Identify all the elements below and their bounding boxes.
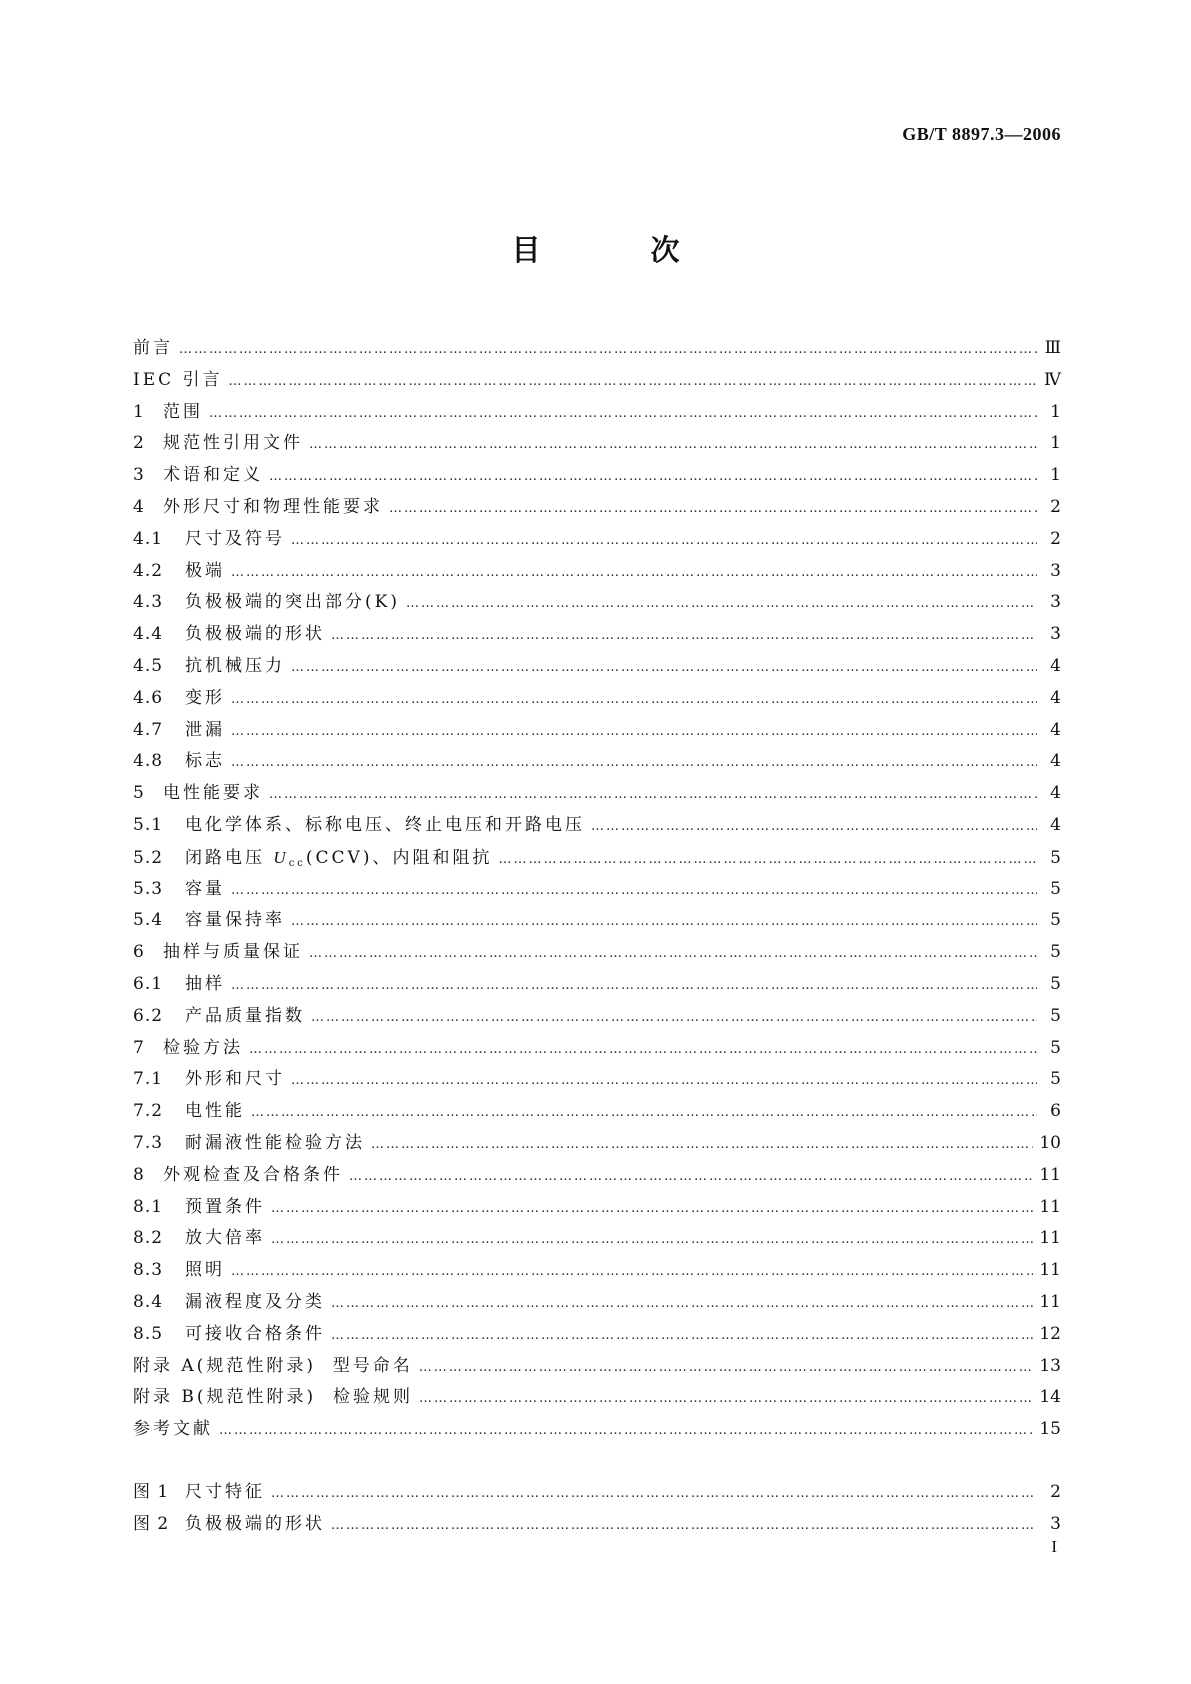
toc-entry-foreword[interactable]	[133, 333, 1061, 365]
toc-entry-page: 11	[1039, 1164, 1061, 1185]
toc-entry-page: 11	[1039, 1291, 1061, 1312]
toc-entry-page: 15	[1039, 1419, 1061, 1440]
dot-leader	[291, 525, 1037, 557]
dot-leader	[231, 875, 1037, 907]
toc-entry-iec-introduction[interactable]	[133, 365, 1061, 397]
dot-leader	[291, 1065, 1037, 1097]
toc-entry-2[interactable]	[133, 428, 1061, 460]
toc-entry-page: 1	[1050, 465, 1061, 486]
toc-entry-number: 6.1	[133, 973, 164, 994]
table-of-contents	[133, 333, 1061, 1446]
toc-entry-title: 产品质量指数	[185, 1005, 305, 1026]
dot-leader	[311, 1002, 1037, 1034]
dot-leader	[591, 811, 1037, 843]
toc-entry-title: 外形和尺寸	[185, 1069, 285, 1090]
figure-entry-number: 图 1	[133, 1482, 170, 1502]
dot-leader	[249, 1034, 1037, 1066]
dot-leader	[231, 1256, 1033, 1288]
toc-entry-title: 放大倍率	[185, 1228, 265, 1249]
toc-entry-title: 附录 A(规范性附录) 型号命名	[133, 1355, 413, 1376]
toc-entry-page: 5	[1050, 910, 1061, 931]
dot-leader	[389, 493, 1037, 525]
toc-entry-number: 3	[133, 465, 145, 486]
page-title: 目 次	[511, 233, 730, 267]
toc-entry-page: 1	[1050, 401, 1061, 422]
toc-entry-title: 范围	[163, 401, 203, 422]
toc-entry-number: 8.3	[133, 1260, 164, 1281]
toc-entry-page: 1	[1050, 433, 1061, 454]
toc-entry-8[interactable]	[133, 1160, 1061, 1192]
toc-entry-8-3[interactable]	[133, 1255, 1061, 1287]
toc-entry-title: 规范性引用文件	[163, 433, 303, 454]
toc-entry-page: 3	[1050, 624, 1061, 645]
toc-entry-page: 2	[1050, 528, 1061, 549]
toc-entry-title: 抽样	[185, 973, 225, 994]
page-folio: I	[1051, 1537, 1057, 1556]
toc-entry-6[interactable]	[133, 937, 1061, 969]
dot-leader	[219, 1415, 1033, 1447]
toc-entry-title: 电化学体系、标称电压、终止电压和开路电压	[185, 814, 585, 835]
toc-entry-4-8[interactable]	[133, 746, 1061, 778]
toc-entry-page: 4	[1050, 783, 1061, 804]
dot-leader	[349, 1161, 1033, 1193]
toc-entry-number: 5.3	[133, 878, 164, 899]
toc-entry-number: 2	[133, 433, 145, 454]
toc-entry-7-1[interactable]	[133, 1064, 1061, 1096]
dot-leader	[269, 461, 1037, 493]
dot-leader	[331, 1288, 1033, 1320]
voltage-symbol: U	[273, 847, 289, 867]
toc-entry-title: 外观检查及合格条件	[163, 1164, 343, 1185]
toc-entry-number: 5.2	[133, 847, 164, 868]
figure-entry-page: 2	[1050, 1482, 1061, 1502]
toc-entry-4[interactable]	[133, 492, 1061, 524]
title-suffix: (CCV)、内阻和阻抗	[305, 847, 493, 868]
toc-entry-number: 8.2	[133, 1228, 164, 1249]
toc-entry-number: 6.2	[133, 1005, 164, 1026]
toc-entry-page: 2	[1050, 496, 1061, 517]
dot-leader	[271, 1478, 1037, 1510]
dot-leader	[291, 906, 1037, 938]
toc-entry-page: 11	[1039, 1196, 1061, 1217]
toc-entry-4-7[interactable]	[133, 715, 1061, 747]
toc-entry-title: 可接收合格条件	[185, 1323, 325, 1344]
toc-entry-number: 5.1	[133, 814, 164, 835]
toc-entry-4-4[interactable]	[133, 619, 1061, 651]
figure-entry-title: 负极极端的形状	[185, 1513, 325, 1534]
dot-leader	[231, 716, 1037, 748]
dot-leader	[231, 557, 1037, 589]
toc-entry-title: 泄漏	[185, 719, 225, 740]
toc-entry-8-4[interactable]	[133, 1287, 1061, 1319]
toc-entry-page: 14	[1039, 1387, 1061, 1408]
toc-entry-8-5[interactable]	[133, 1319, 1061, 1351]
toc-entry-page: 11	[1039, 1260, 1061, 1281]
toc-entry-5-4[interactable]	[133, 905, 1061, 937]
dot-leader	[291, 652, 1037, 684]
toc-entry-title: 耐漏液性能检验方法	[185, 1132, 365, 1153]
dot-leader	[309, 429, 1037, 461]
toc-entry-number: 5	[133, 783, 145, 804]
title-prefix: 闭路电压	[185, 847, 274, 868]
toc-entry-6-1[interactable]	[133, 969, 1061, 1001]
toc-entry-number: 4	[133, 496, 145, 517]
toc-entry-page: 4	[1050, 655, 1061, 676]
toc-entry-title: 外形尺寸和物理性能要求	[163, 496, 383, 517]
toc-entry-title: 标志	[185, 751, 225, 772]
toc-entry-page: Ⅲ	[1044, 338, 1061, 358]
toc-entry-page: 5	[1050, 878, 1061, 899]
toc-entry-title: 尺寸及符号	[185, 528, 285, 549]
toc-entry-number: 4.5	[133, 655, 164, 676]
toc-entry-title: 极端	[185, 560, 225, 581]
toc-entry-5-3[interactable]	[133, 874, 1061, 906]
dot-leader	[231, 747, 1037, 779]
dot-leader	[271, 1224, 1033, 1256]
dot-leader	[498, 844, 1037, 876]
toc-entry-title: 照明	[185, 1260, 225, 1281]
toc-entry-title: 抗机械压力	[185, 655, 285, 676]
toc-entry-page: 5	[1050, 973, 1061, 994]
toc-entry-number: 8	[133, 1164, 145, 1185]
toc-entry-title: 漏液程度及分类	[185, 1291, 325, 1312]
dot-leader	[371, 1129, 1033, 1161]
toc-entry-title: 电性能	[185, 1101, 245, 1122]
toc-entry-page: 4	[1050, 719, 1061, 740]
toc-entry-page: 5	[1050, 942, 1061, 963]
toc-entry-number: 4.3	[133, 592, 164, 613]
toc-entry-page: 5	[1050, 1005, 1061, 1026]
voltage-subscript: cc	[288, 857, 306, 869]
toc-entry-8-2[interactable]	[133, 1223, 1061, 1255]
toc-entry-5[interactable]	[133, 778, 1061, 810]
toc-entry-page: 5	[1050, 847, 1061, 868]
dot-leader	[209, 398, 1037, 430]
toc-entry-4-1[interactable]	[133, 524, 1061, 556]
dot-leader	[406, 588, 1037, 620]
toc-entry-number: 7.2	[133, 1101, 164, 1122]
toc-entry-page: 13	[1039, 1355, 1061, 1376]
toc-entry-number: 7	[133, 1037, 145, 1058]
toc-entry-title: 参考文献	[133, 1419, 213, 1440]
toc-entry-title: 负极极端的形状	[185, 624, 325, 645]
toc-entry-5-1[interactable]	[133, 810, 1061, 842]
dot-leader	[251, 1097, 1037, 1129]
toc-entry-number: 5.4	[133, 910, 164, 931]
toc-entry-7-3[interactable]	[133, 1128, 1061, 1160]
dot-leader	[179, 334, 1037, 366]
toc-entry-page: 10	[1039, 1132, 1061, 1153]
toc-entry-title: 预置条件	[185, 1196, 265, 1217]
toc-entry-number: 8.1	[133, 1196, 164, 1217]
figure-entry-page: 3	[1050, 1513, 1061, 1534]
dot-leader	[309, 938, 1037, 970]
standard-code: GB/T 8897.3—2006	[902, 124, 1061, 144]
toc-entry-title: 负极极端的突出部分(K)	[185, 592, 400, 613]
toc-entry-page: 6	[1050, 1101, 1061, 1122]
dot-leader	[269, 779, 1037, 811]
toc-entry-number: 4.4	[133, 624, 164, 645]
toc-entry-7[interactable]	[133, 1033, 1061, 1065]
figure-entry-1[interactable]	[133, 1477, 1061, 1509]
list-of-figures	[133, 1477, 1061, 1541]
toc-entry-6-2[interactable]	[133, 1001, 1061, 1033]
toc-entry-page: Ⅳ	[1044, 369, 1061, 390]
toc-entry-number: 4.2	[133, 560, 164, 581]
toc-entry-title: IEC 引言	[133, 369, 223, 390]
figure-entry-title: 尺寸特征	[185, 1482, 265, 1502]
toc-entry-number: 4.7	[133, 719, 164, 740]
toc-entry-number: 1	[133, 401, 145, 422]
toc-entry-4-3[interactable]	[133, 587, 1061, 619]
dot-leader	[331, 1510, 1037, 1542]
dot-leader	[419, 1383, 1033, 1415]
toc-entry-annex-a[interactable]	[133, 1351, 1061, 1383]
dot-leader	[229, 366, 1037, 398]
toc-entry-title: 容量保持率	[185, 910, 285, 931]
toc-entry-title: 抽样与质量保证	[163, 942, 303, 963]
dot-leader	[419, 1352, 1034, 1384]
dot-leader	[231, 684, 1037, 716]
toc-entry-title: 容量	[185, 878, 225, 899]
dot-leader	[271, 1193, 1033, 1225]
toc-entry-title: 变形	[185, 687, 225, 708]
toc-entry-page: 3	[1050, 592, 1061, 613]
toc-entry-annex-b[interactable]	[133, 1382, 1061, 1414]
toc-entry-title: 术语和定义	[163, 465, 263, 486]
toc-entry-number: 7.1	[133, 1069, 164, 1090]
toc-entry-number: 6	[133, 942, 145, 963]
toc-entry-number: 4.1	[133, 528, 164, 549]
toc-entry-number: 7.3	[133, 1132, 164, 1153]
toc-entry-1[interactable]	[133, 397, 1061, 429]
toc-entry-number: 4.6	[133, 687, 164, 708]
dot-leader	[231, 970, 1037, 1002]
toc-entry-title: 电性能要求	[163, 783, 263, 804]
toc-entry-4-5[interactable]	[133, 651, 1061, 683]
toc-entry-page: 4	[1050, 687, 1061, 708]
toc-entry-page: 11	[1039, 1228, 1061, 1249]
toc-entry-page: 12	[1039, 1323, 1061, 1344]
toc-entry-page: 5	[1050, 1069, 1061, 1090]
figure-entry-2[interactable]	[133, 1509, 1061, 1541]
toc-entry-page: 4	[1050, 814, 1061, 835]
toc-entry-8-1[interactable]	[133, 1192, 1061, 1224]
toc-entry-page: 4	[1050, 751, 1061, 772]
dot-leader	[331, 620, 1037, 652]
toc-entry-7-2[interactable]	[133, 1096, 1061, 1128]
toc-entry-number: 8.4	[133, 1291, 164, 1312]
toc-entry-5-2[interactable]	[133, 842, 1061, 874]
toc-entry-page: 3	[1050, 560, 1061, 581]
toc-entry-3[interactable]	[133, 460, 1061, 492]
toc-entry-bibliography[interactable]	[133, 1414, 1061, 1446]
toc-entry-4-2[interactable]	[133, 556, 1061, 588]
toc-entry-4-6[interactable]	[133, 683, 1061, 715]
toc-entry-title: 检验方法	[163, 1037, 243, 1058]
figure-entry-number: 图 2	[133, 1513, 170, 1534]
toc-entry-title: 前言	[133, 338, 173, 358]
toc-entry-page: 5	[1050, 1037, 1061, 1058]
toc-entry-number: 8.5	[133, 1323, 164, 1344]
toc-entry-number: 4.8	[133, 751, 164, 772]
toc-entry-title: 附录 B(规范性附录) 检验规则	[133, 1387, 413, 1408]
dot-leader	[331, 1320, 1033, 1352]
